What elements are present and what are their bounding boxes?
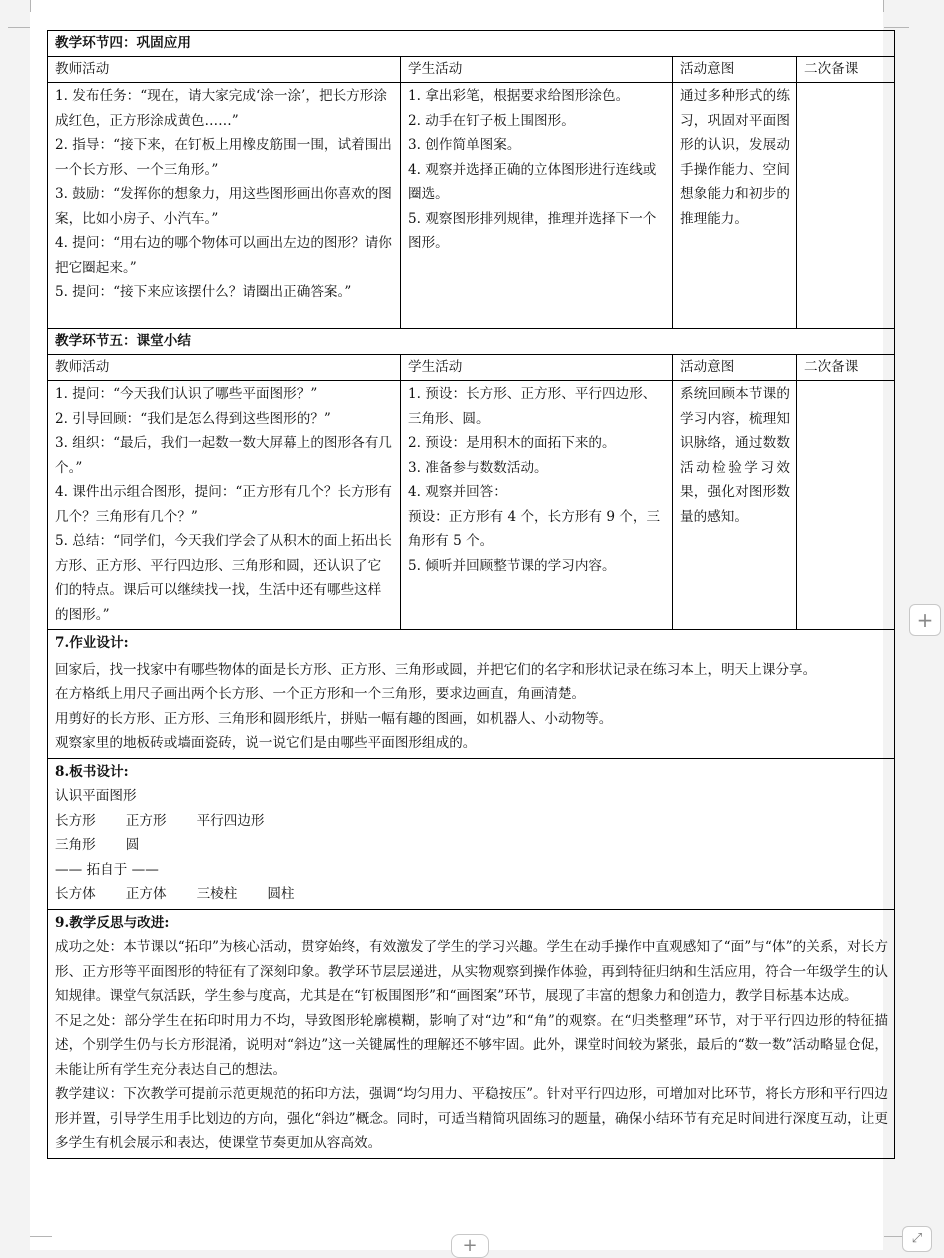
board-term: 平行四边形 — [196, 812, 265, 829]
reflection-title: 9.教学反思与改进: — [55, 914, 170, 931]
stage5-student-item: 3. 准备参与数数活动。 — [408, 459, 548, 476]
stage4-student-item: 4. 观察并选择正确的立体图形进行连线或圈选。 — [408, 161, 657, 202]
header-student-activity: 学生活动 — [401, 355, 673, 381]
stage5-student-item: 2. 预设：是用积木的面拓下来的。 — [408, 435, 616, 451]
reflection-section — [48, 909, 895, 1158]
stage5-student-cell — [401, 381, 673, 630]
lesson-plan-table — [47, 30, 895, 1159]
crop-mark — [30, 1236, 52, 1237]
expand-icon[interactable]: ⤢ — [902, 1226, 932, 1252]
stage4-title: 教学环节四：巩固应用 — [48, 31, 895, 57]
stage5-student-item: 1. 预设：长方形、正方形、平行四边形、三角形、圆。 — [408, 386, 657, 427]
header-activity-intent: 活动意图 — [673, 57, 797, 83]
board-term: 圆柱 — [267, 886, 295, 902]
stage4-student-item: 5. 观察图形排列规律，推理并选择下一个图形。 — [408, 210, 657, 251]
stage5-teacher-item: 4. 课件出示组合图形，提问：“正方形有几个？长方形有几个？三角形有几个？” — [55, 484, 392, 525]
stage5-teacher-item: 5. 总结：“同学们，今天我们学会了从积木的面上拓出长方形、正方形、平行四边形、三角形和圆，还认识了它们的特点。课后可以继续找一找，生活中还有哪些这样的图形。” — [55, 533, 392, 623]
stage5-student-item: 5. 倾听并回顾整节课的学习内容。 — [408, 557, 616, 574]
homework-item: 回家后，找一找家中有哪些物体的面是长方形、正方形、三角形或圆，并把它们的名字和形状记录在练习本上，明天上课分享。 — [55, 661, 817, 678]
board-term: 三棱柱 — [196, 886, 238, 902]
homework-item: 观察家里的地板砖或墙面瓷砖，说一说它们是由哪些平面图形组成的。 — [55, 735, 477, 751]
add-page-button[interactable]: + — [451, 1234, 489, 1258]
header-activity-intent: 活动意图 — [673, 355, 797, 381]
stage5-second-prep-cell[interactable] — [797, 381, 895, 630]
stage4-teacher-item: 5. 提问：“接下来应该摆什么？请圈出正确答案。” — [55, 284, 352, 300]
stage5-intent-cell: 系统回顾本节课的学习内容，梳理知识脉络，通过数数活动检验学习效果，强化对图形数量的感知。 — [673, 381, 797, 630]
homework-section — [48, 630, 895, 759]
stage4-teacher-item: 2. 指导：“接下来，在钉板上用橡皮筋围一围，试着围出一个长方形、一个三角形。” — [55, 137, 392, 178]
stage5-student-item: 4. 观察并回答： — [408, 484, 507, 500]
homework-item: 用剪好的长方形、正方形、三角形和圆形纸片，拼贴一幅有趣的图画，如机器人、小动物等。 — [55, 710, 613, 727]
board-row-solids — [55, 882, 888, 907]
stage5-title: 教学环节五：课堂小结 — [48, 329, 895, 355]
board-row-shapes — [55, 809, 888, 834]
header-teacher-activity: 教师活动 — [48, 355, 401, 381]
board-row-shapes — [55, 833, 888, 858]
header-student-activity: 学生活动 — [401, 57, 673, 83]
board-term: 圆 — [125, 837, 140, 853]
board-title: 8.板书设计: — [55, 763, 129, 780]
add-block-button[interactable]: + — [909, 604, 941, 636]
header-second-prep: 二次备课 — [797, 355, 895, 381]
board-design-section — [48, 758, 895, 909]
stage4-student-item: 3. 创作简单图案。 — [408, 137, 521, 153]
stage4-teacher-item: 3. 鼓励：“发挥你的想象力，用这些图形画出你喜欢的图案，比如小房子、小汽车。” — [55, 186, 392, 227]
reflection-success: 成功之处：本节课以“拓印”为核心活动，贯穿始终，有效激发了学生的学习兴趣。学生在动手操作中直观感知了“面”与“体”的关系，对长方形、正方形等平面图形的特征有了深刻印象。教学环节层层递进，从实物观察到操作体验，再到特征归纳和生活应用，符合一年级学生的认知规律。课堂气氛活跃，学生参与度高，尤其是在“钉板围图形”和“画图案”环节，展现了丰富的想象力和创造力，教学目标基本达成。 — [55, 939, 888, 1004]
stage4-student-cell — [401, 83, 673, 329]
reflection-weakness: 不足之处：部分学生在拓印时用力不均，导致图形轮廓模糊，影响了对“边”和“角”的观察。在“归类整理”环节，对于平行四边形的特征描述，个别学生仍与长方形混淆，说明对“斜边”这一关键属性的理解还不够牢固。此外，课堂时间较为紧张，最后的“数一数”活动略显仓促，未能让所有学生充分表达自己的想法。 — [55, 1012, 888, 1078]
stage4-student-item: 1. 拿出彩笔，根据要求给图形涂色。 — [408, 88, 630, 104]
board-term: 长方形 — [55, 812, 96, 829]
stage4-teacher-item: 1. 发布任务：“现在，请大家完成‘涂一涂’，把长方形涂成红色，正方形涂成黄色……” — [55, 88, 387, 129]
stage4-intent-cell: 通过多种形式的练习，巩固对平面图形的认识，发展动手操作能力、空间想象能力和初步的推理能力。 — [673, 83, 797, 329]
board-term: 正方体 — [125, 886, 167, 902]
reflection-suggestion: 教学建议：下次教学可提前示范更规范的拓印方法，强调“均匀用力、平稳按压”。针对平行四边形，可增加对比环节，将长方形和平行四边形并置，引导学生用手比划边的方向，强化“斜边”概念。同时，可适当精简巩固练习的题量，确保小结环节有充足时间进行深度互动，让更多学生有机会展示和表达，使课堂节奏更加从容高效。 — [55, 1086, 888, 1151]
stage4-student-item: 2. 动手在钉子板上围图形。 — [408, 112, 575, 129]
board-term: 长方体 — [55, 886, 96, 902]
board-term: 正方形 — [125, 812, 167, 829]
header-second-prep: 二次备课 — [797, 57, 895, 83]
stage4-teacher-item: 4. 提问：“用右边的哪个物体可以画出左边的图形？请你把它圈起来。” — [55, 235, 392, 276]
crop-mark — [884, 27, 909, 28]
board-divider: —— 拓自于 —— — [55, 861, 159, 878]
crop-mark — [30, 0, 31, 12]
stage5-teacher-item: 3. 组织：“最后，我们一起数一数大屏幕上的图形各有几个。” — [55, 435, 392, 476]
crop-mark — [8, 27, 30, 28]
homework-item: 在方格纸上用尺子画出两个长方形、一个正方形和一个三角形，要求边画直，角画清楚。 — [55, 686, 586, 702]
stage5-teacher-item: 2. 引导回顾：“我们是怎么得到这些图形的？” — [55, 410, 331, 427]
board-term: 三角形 — [55, 837, 96, 853]
board-subtitle: 认识平面图形 — [55, 788, 137, 804]
stage5-teacher-item: 1. 提问：“今天我们认识了哪些平面图形？” — [55, 386, 318, 402]
homework-title: 7.作业设计: — [55, 635, 129, 651]
stage5-student-item: 预设：正方形有 4 个，长方形有 9 个，三角形有 5 个。 — [408, 508, 661, 549]
crop-mark — [883, 0, 884, 12]
stage4-teacher-cell — [48, 83, 401, 329]
stage5-teacher-cell — [48, 381, 401, 630]
header-teacher-activity: 教师活动 — [48, 57, 401, 83]
stage4-second-prep-cell[interactable] — [797, 83, 895, 329]
